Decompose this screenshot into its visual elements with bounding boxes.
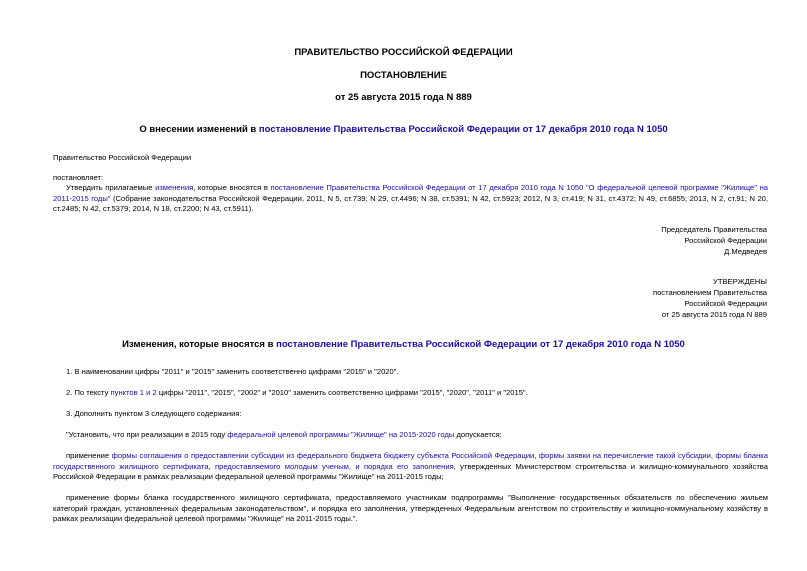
approve-mid: , которые вносятся в [193, 183, 271, 192]
doc-type-heading: ПОСТАНОВЛЕНИЕ [360, 70, 447, 81]
item-3: 3. Дополнить пунктом 3 следующего содержания: [66, 409, 242, 418]
application-paragraph-1 [53, 451, 768, 483]
signature-line-2: Российской Федерации [684, 236, 767, 245]
doc-title [0, 124, 807, 135]
doc-title-link[interactable]: постановление Правительства Российской Федерации от 17 декабря 2010 года N 1050 [258, 124, 668, 135]
government-heading: ПРАВИТЕЛЬСТВО РОССИЙСКОЙ ФЕДЕРАЦИИ [294, 47, 513, 58]
quote-link[interactable]: федеральной целевой программы "Жилище" на 2015-2020 годы [227, 430, 455, 439]
approved-block [567, 276, 767, 320]
approved-line-4: от 25 августа 2015 года N 889 [661, 310, 767, 319]
application-paragraph-2: применение формы бланка государственного жилищного сертификата, предоставляемого участникам подпрограммы "Выполнение государственных обязательств по обеспечению жильем категорий граждан, установленных федеральным законодательством", и порядка его заполнения, утвержденных Федеральным агентством по строительству и жилищно-коммунальному хозяйству в рамках реализации федеральной целевой программы "Жилище" на 2011-2015 годы.". [53, 493, 768, 523]
changes-link[interactable]: изменения [155, 183, 194, 192]
decrees-text: постановляет: [53, 173, 104, 182]
item-2-prefix: 2. По тексту [66, 388, 111, 397]
signature-line-1: Председатель Правительства [661, 225, 767, 234]
signature-line-3: Д.Медведев [724, 247, 767, 256]
approve-paragraph [53, 183, 768, 215]
approved-line-1: УТВЕРЖДЕНЫ [713, 277, 767, 286]
decree-1050-link[interactable]: постановление Правительства Российской Федерации от 17 декабря 2010 года N 1050 "О федеральной целевой программе "Жилище" на 2011-2015 годы" [53, 183, 768, 203]
quote-suffix: допускается: [454, 430, 502, 439]
doc-date-number: от 25 августа 2015 года N 889 [335, 92, 472, 103]
approve-suffix: (Собрание законодательства Российской Федерации, 2011, N 5, ст.739; N 29, ст.4496; N 38, ст.5391; N 42, ст.5923; 2012, N 3, ст.419; N 31, ст.4372; N 49, ст.6855; 2013, N 2, ст.91; N 20, ст.2485; N 42, ст.5379; 2014, N 18, ст.2200; N 43, ст.5911). [53, 193, 769, 213]
changes-title-prefix: Изменения, которые вносятся в [122, 339, 277, 350]
p1-prefix: применение [66, 451, 112, 460]
approved-line-2: постановлением Правительства [652, 288, 767, 297]
item-2 [66, 388, 528, 399]
item-2-suffix: цифры "2011", "2015", "2002" и "2010" заменить соответственно цифрами "2015", "2020", "2011" и "2015". [156, 388, 528, 397]
item-2-link[interactable]: пунктов 1 и 2 [110, 388, 157, 397]
doc-title-prefix: О внесении изменений в [139, 124, 259, 135]
item-1: 1. В наименовании цифры "2011" и "2015" заменить соответственно цифрами "2015" и "2020". [66, 367, 399, 376]
quote-intro [66, 430, 502, 441]
signature-block [567, 224, 767, 257]
issuer-text: Правительство Российской Федерации [53, 153, 192, 162]
approve-prefix: Утвердить прилагаемые [66, 183, 156, 192]
p1-suffix: , утвержденных Министерством строительства и жилищно-коммунального хозяйства Российской Федерации в рамках реализации федеральной целевой программы "Жилище" на 2011-2015 годы; [53, 461, 768, 481]
p1-link[interactable]: формы соглашения о предоставлении субсидии из федерального бюджета бюджету субъекта Российской Федерации, формы заявки на перечисление такой субсидии, формы бланка государственного жилищного сертификата, предоставляемого молодым ученым, и порядка его заполнения [53, 451, 768, 471]
quote-prefix: "Установить, что при реализации в 2015 году [66, 430, 228, 439]
changes-title-link[interactable]: постановление Правительства Российской Федерации от 17 декабря 2010 года N 1050 [276, 339, 685, 350]
approved-line-3: Российской Федерации [684, 299, 767, 308]
changes-title [0, 339, 807, 350]
